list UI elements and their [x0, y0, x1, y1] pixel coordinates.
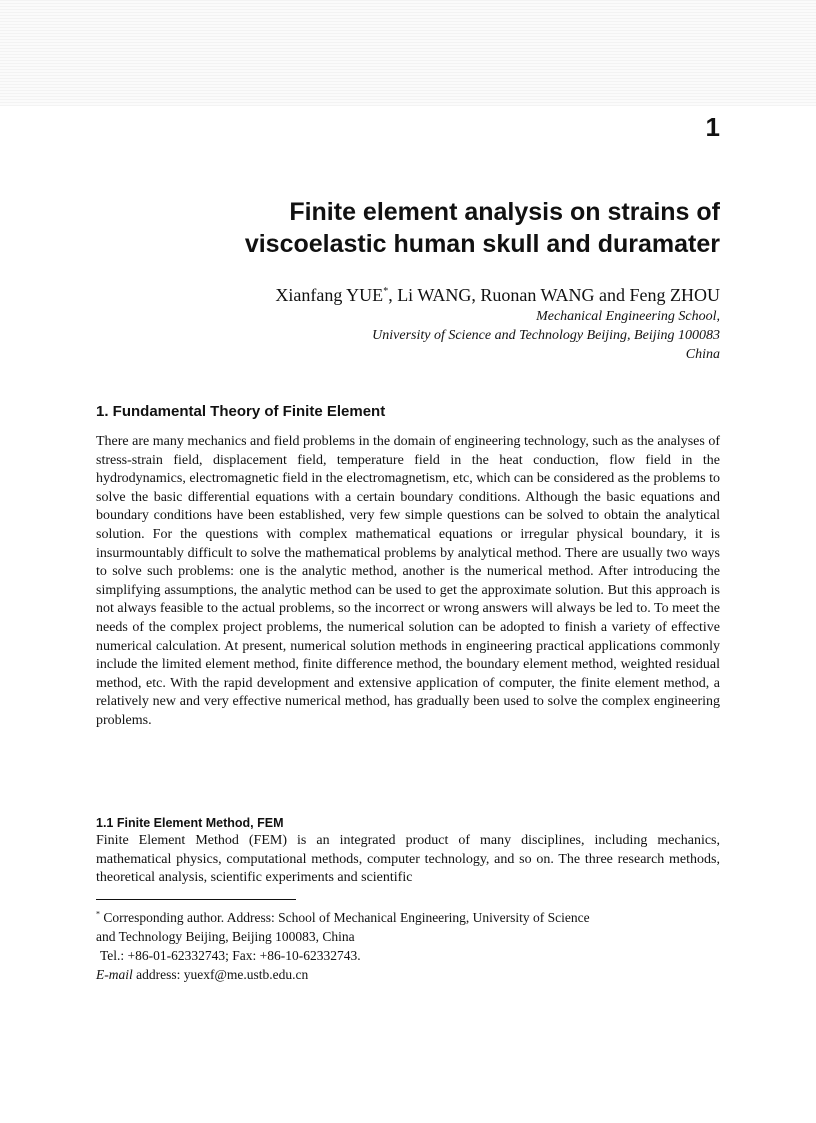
author-list	[275, 284, 720, 306]
chapter-number: 1	[705, 112, 720, 142]
title-line-1: Finite element analysis on strains of	[289, 198, 720, 226]
footnote-line-1-text: Corresponding author. Address: School of Mechanical Engineering, University of Science	[100, 910, 590, 925]
footnote-line-1	[96, 908, 720, 927]
footnote-marker: *	[96, 909, 100, 919]
corresponding-author-marker: *	[383, 286, 389, 297]
email-address: address: yuexf@me.ustb.edu.cn	[132, 967, 309, 982]
footnote	[96, 908, 720, 984]
paper-title	[100, 196, 720, 260]
affiliation	[200, 307, 720, 364]
footnote-divider	[96, 899, 296, 900]
affiliation-line-2: University of Science and Technology Beijing, Beijing 100083	[372, 328, 720, 343]
footnote-email	[96, 965, 720, 984]
email-label: E-mail	[96, 967, 133, 982]
header-band	[0, 0, 816, 106]
author-first: Xianfang YUE	[275, 285, 384, 305]
footnote-phone-fax: Tel.: +86-01-62332743; Fax: +86-10-62332743.	[100, 948, 361, 963]
section-heading-1-1: 1.1 Finite Element Method, FEM	[96, 816, 284, 830]
affiliation-line-3: China	[685, 347, 720, 362]
footnote-line-2: and Technology Beijing, Beijing 100083, China	[96, 929, 355, 944]
author-others: , Li WANG, Ruonan WANG and Feng ZHOU	[388, 285, 720, 305]
section-1-paragraph: There are many mechanics and field problems in the domain of engineering technology, such as the analyses of stress-strain field, displacement field, temperature field in the heat conduction, flow field in the hydrodynamics, electromagnetic field in the electromagnetism, etc, which can be considered as the problems to solve the basic differential equations with a certain boundary conditions. Although the basic equations and boundary conditions have been established, very few simple questions can be solved to obtain the analytical solution. For the questions with complex mathematical equations or irregular physical boundary, it is insurmountably difficult to solve the mathematical problems by analytical method. There are usually two ways to solve such problems: one is the analytic method, another is the numerical method. After introducing the simplifying assumptions, the analytic method can be used to get the approximate solution. But this approach is not always feasible to the actual problems, so the incorrect or wrong answers will always be led to. To meet the needs of the complex project problems, the numerical solution can be adopted to finish a variety of effective numerical calculation. At present, numerical solution methods in engineering practical applications commonly include the limited element method, finite difference method, the boundary element method, weighted residual method, etc. With the rapid development and extensive application of computer, the finite element method, a relatively new and very effective numerical method, has gradually been used to solve the complex engineering problems.	[96, 434, 720, 728]
affiliation-line-1: Mechanical Engineering School,	[536, 309, 720, 324]
title-line-2: viscoelastic human skull and duramater	[244, 230, 720, 258]
section-1-1-paragraph: Finite Element Method (FEM) is an integrated product of many disciplines, including mechanics, mathematical physics, computational methods, computer technology, and so on. The three research methods, theoretical analysis, scientific experiments and scientific	[96, 833, 720, 886]
section-heading-1: 1. Fundamental Theory of Finite Element	[96, 403, 386, 420]
